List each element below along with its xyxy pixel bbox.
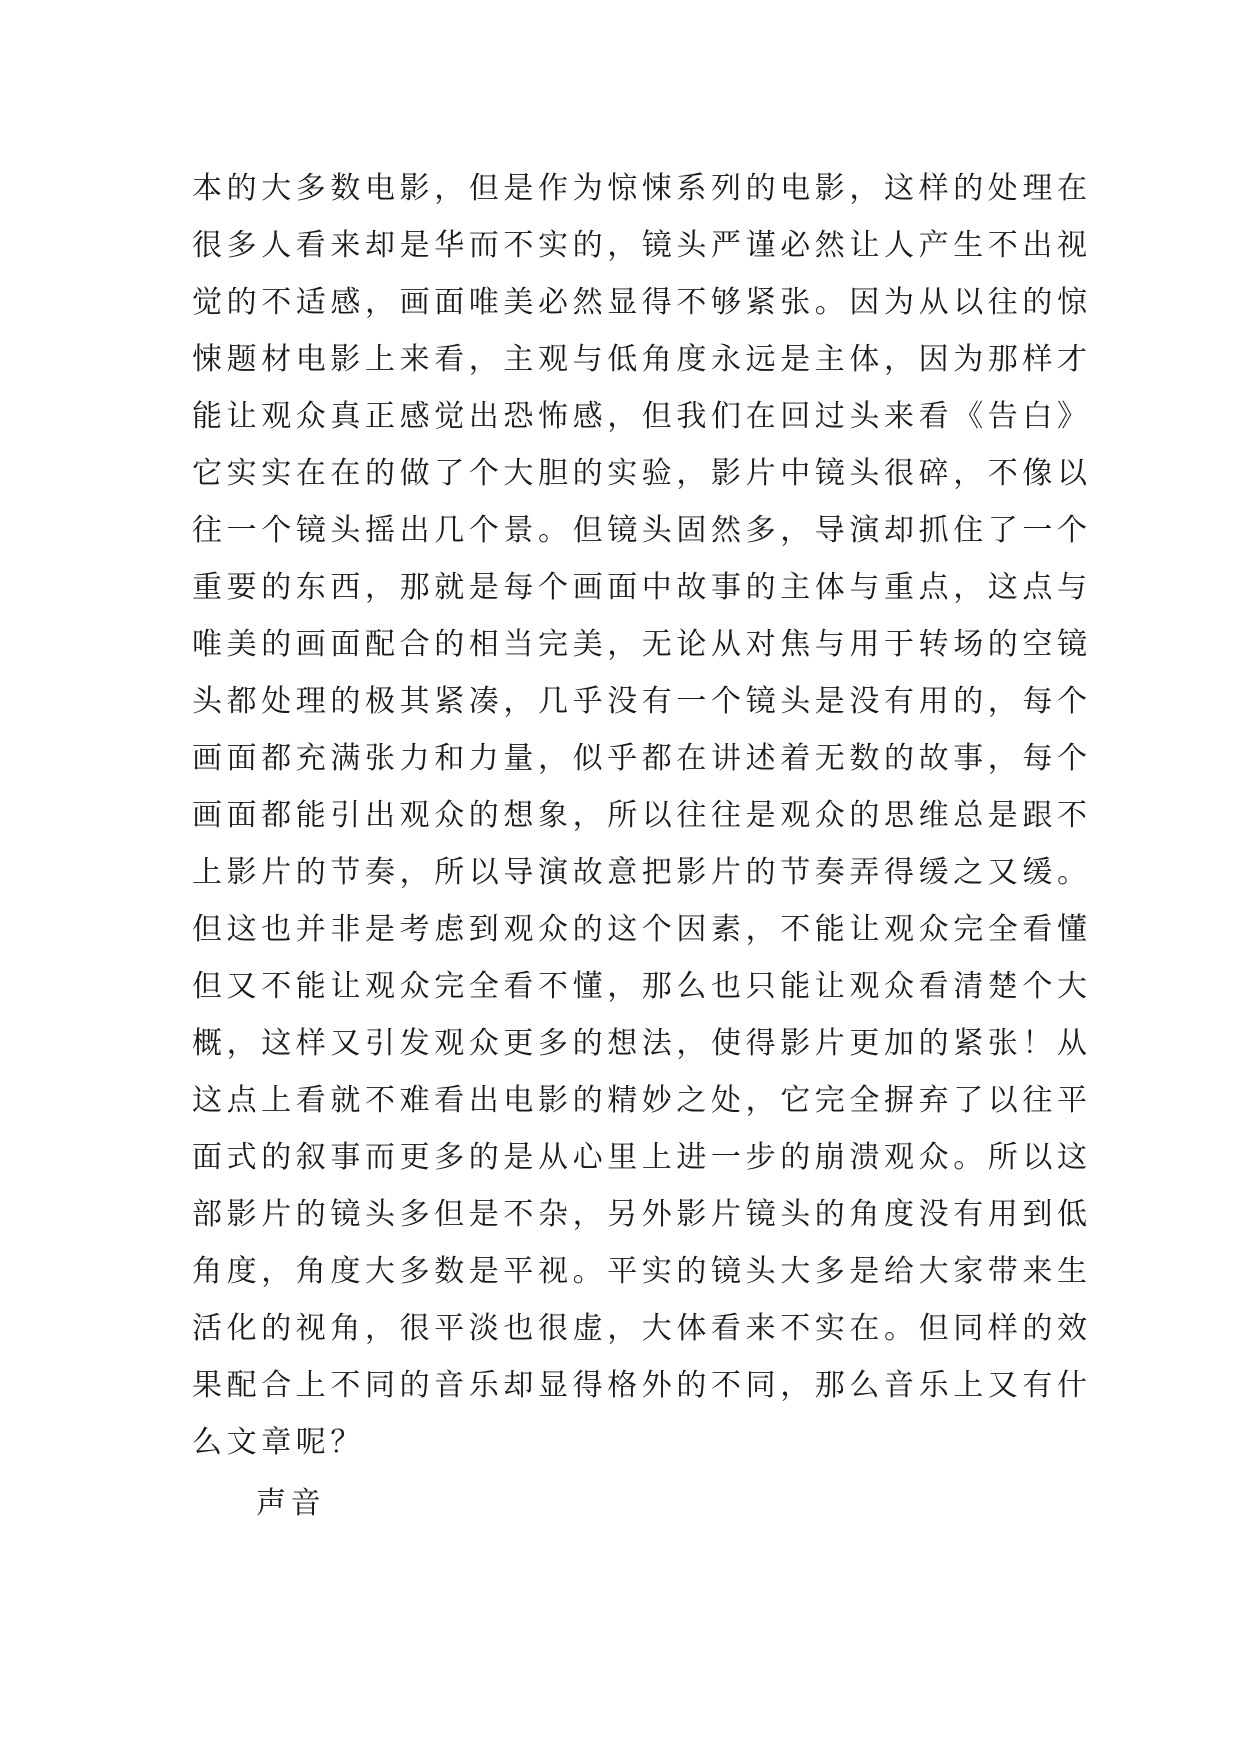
paragraph-line: 悚题材电影上来看，主观与低角度永远是主体，因为那样才 [192, 342, 1092, 377]
paragraph-line: 它实实在在的做了个大胆的实验，影片中镜头很碎，不像以 [192, 456, 1092, 491]
paragraph-line: 部影片的镜头多但是不杂，另外影片镜头的角度没有用到低 [192, 1197, 1092, 1232]
section-heading: 声音 [256, 1486, 326, 1521]
paragraph-line: 活化的视角，很平淡也很虚，大体看来不实在。但同样的效 [192, 1311, 1092, 1346]
paragraph-line: 面式的叙事而更多的是从心里上进一步的崩溃观众。所以这 [192, 1140, 1092, 1175]
paragraph-line: 果配合上不同的音乐却显得格外的不同，那么音乐上又有什 [192, 1368, 1092, 1403]
paragraph-line: 往一个镜头摇出几个景。但镜头固然多，导演却抓住了一个 [192, 513, 1092, 548]
paragraph-line: 画面都充满张力和力量，似乎都在讲述着无数的故事，每个 [192, 741, 1092, 776]
body-paragraph [192, 160, 1092, 1471]
paragraph-line: 但又不能让观众完全看不懂，那么也只能让观众看清楚个大 [192, 969, 1092, 1004]
paragraph-line: 唯美的画面配合的相当完美，无论从对焦与用于转场的空镜 [192, 627, 1092, 662]
paragraph-line: 头都处理的极其紧凑，几乎没有一个镜头是没有用的，每个 [192, 684, 1092, 719]
paragraph-line: 角度，角度大多数是平视。平实的镜头大多是给大家带来生 [192, 1254, 1092, 1289]
paragraph-line: 本的大多数电影，但是作为惊悚系列的电影，这样的处理在 [192, 171, 1092, 206]
paragraph-line: 么文章呢？ [192, 1425, 365, 1460]
paragraph-line: 重要的东西，那就是每个画面中故事的主体与重点，这点与 [192, 570, 1092, 605]
paragraph-line: 能让观众真正感觉出恐怖感，但我们在回过头来看《告白》 [192, 399, 1092, 434]
paragraph-line: 觉的不适感，画面唯美必然显得不够紧张。因为从以往的惊 [192, 285, 1092, 320]
paragraph-line: 概，这样又引发观众更多的想法，使得影片更加的紧张！从 [192, 1026, 1092, 1061]
paragraph-line: 上影片的节奏，所以导演故意把影片的节奏弄得缓之又缓。 [192, 855, 1092, 890]
paragraph-line: 但这也并非是考虑到观众的这个因素，不能让观众完全看懂 [192, 912, 1092, 947]
paragraph-line: 很多人看来却是华而不实的，镜头严谨必然让人产生不出视 [192, 228, 1092, 263]
paragraph-line: 画面都能引出观众的想象，所以往往是观众的思维总是跟不 [192, 798, 1092, 833]
paragraph-line: 这点上看就不难看出电影的精妙之处，它完全摒弃了以往平 [192, 1083, 1092, 1118]
